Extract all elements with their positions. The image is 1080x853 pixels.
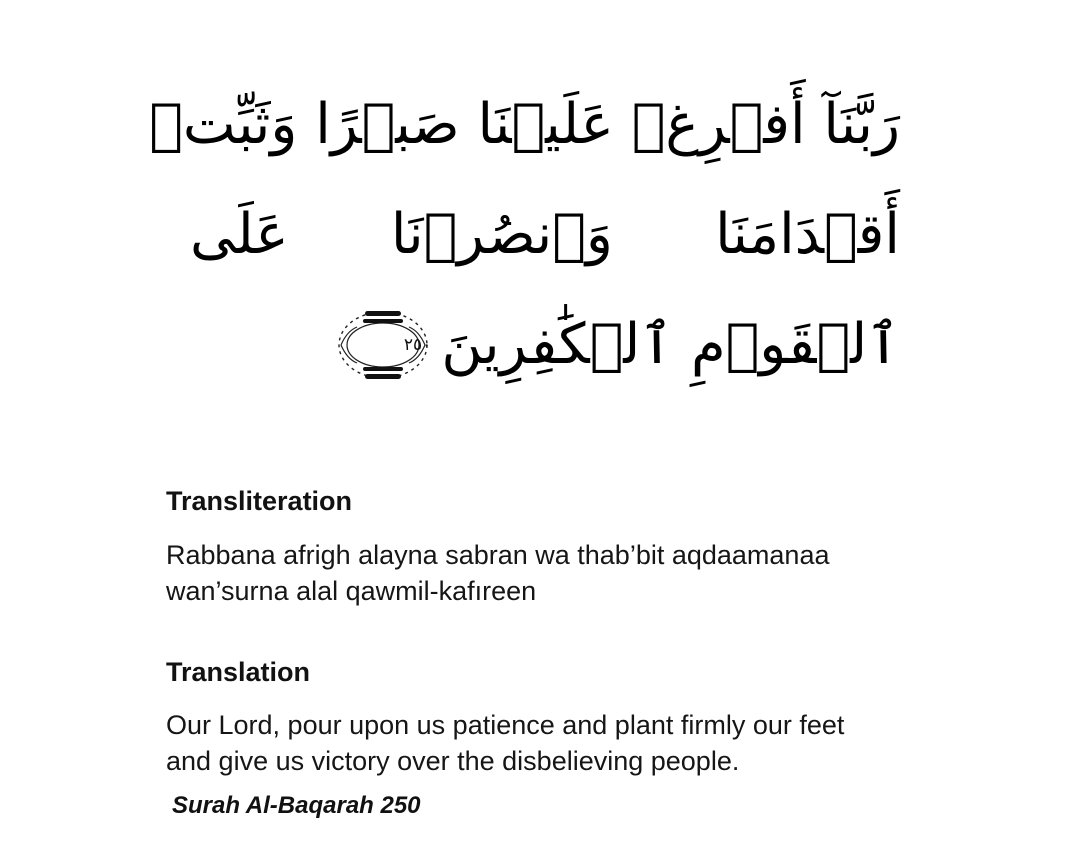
verse-source-reference: Surah Al-Baqarah 250 [172, 792, 421, 819]
verse-line-3-row [190, 290, 900, 400]
verse-line-2: أَقۡدَامَنَا وَٱنصُرۡنَا عَلَى [190, 202, 900, 267]
translation-text [166, 707, 946, 779]
ayah-end-marker [335, 307, 431, 383]
verse-line-1: رَبَّنَآ أَفۡرِغۡ عَلَيۡنَا صَبۡرًا وَثَبِّتۡ [149, 92, 900, 157]
arabic-verse [149, 70, 900, 400]
translation-heading: Translation [166, 657, 311, 687]
verse-line-3: ٱلۡقَوۡمِ ٱلۡكَٰفِرِينَ [441, 312, 900, 377]
ayah-number: ٢٥٠ [403, 335, 432, 355]
transliteration-heading: Transliteration [166, 486, 353, 516]
translation-line-1: Our Lord, pour upon us patience and plant firmly our feet [166, 710, 845, 740]
transliteration-text [166, 537, 946, 609]
transliteration-line-2: wan’surna alal qawmil-kafıreen [166, 576, 537, 606]
transliteration-line-1: Rabbana afrigh alayna sabran wa thab’bit aqdaamanaa [166, 540, 830, 570]
translation-line-2: and give us victory over the disbelieving people. [166, 746, 740, 776]
